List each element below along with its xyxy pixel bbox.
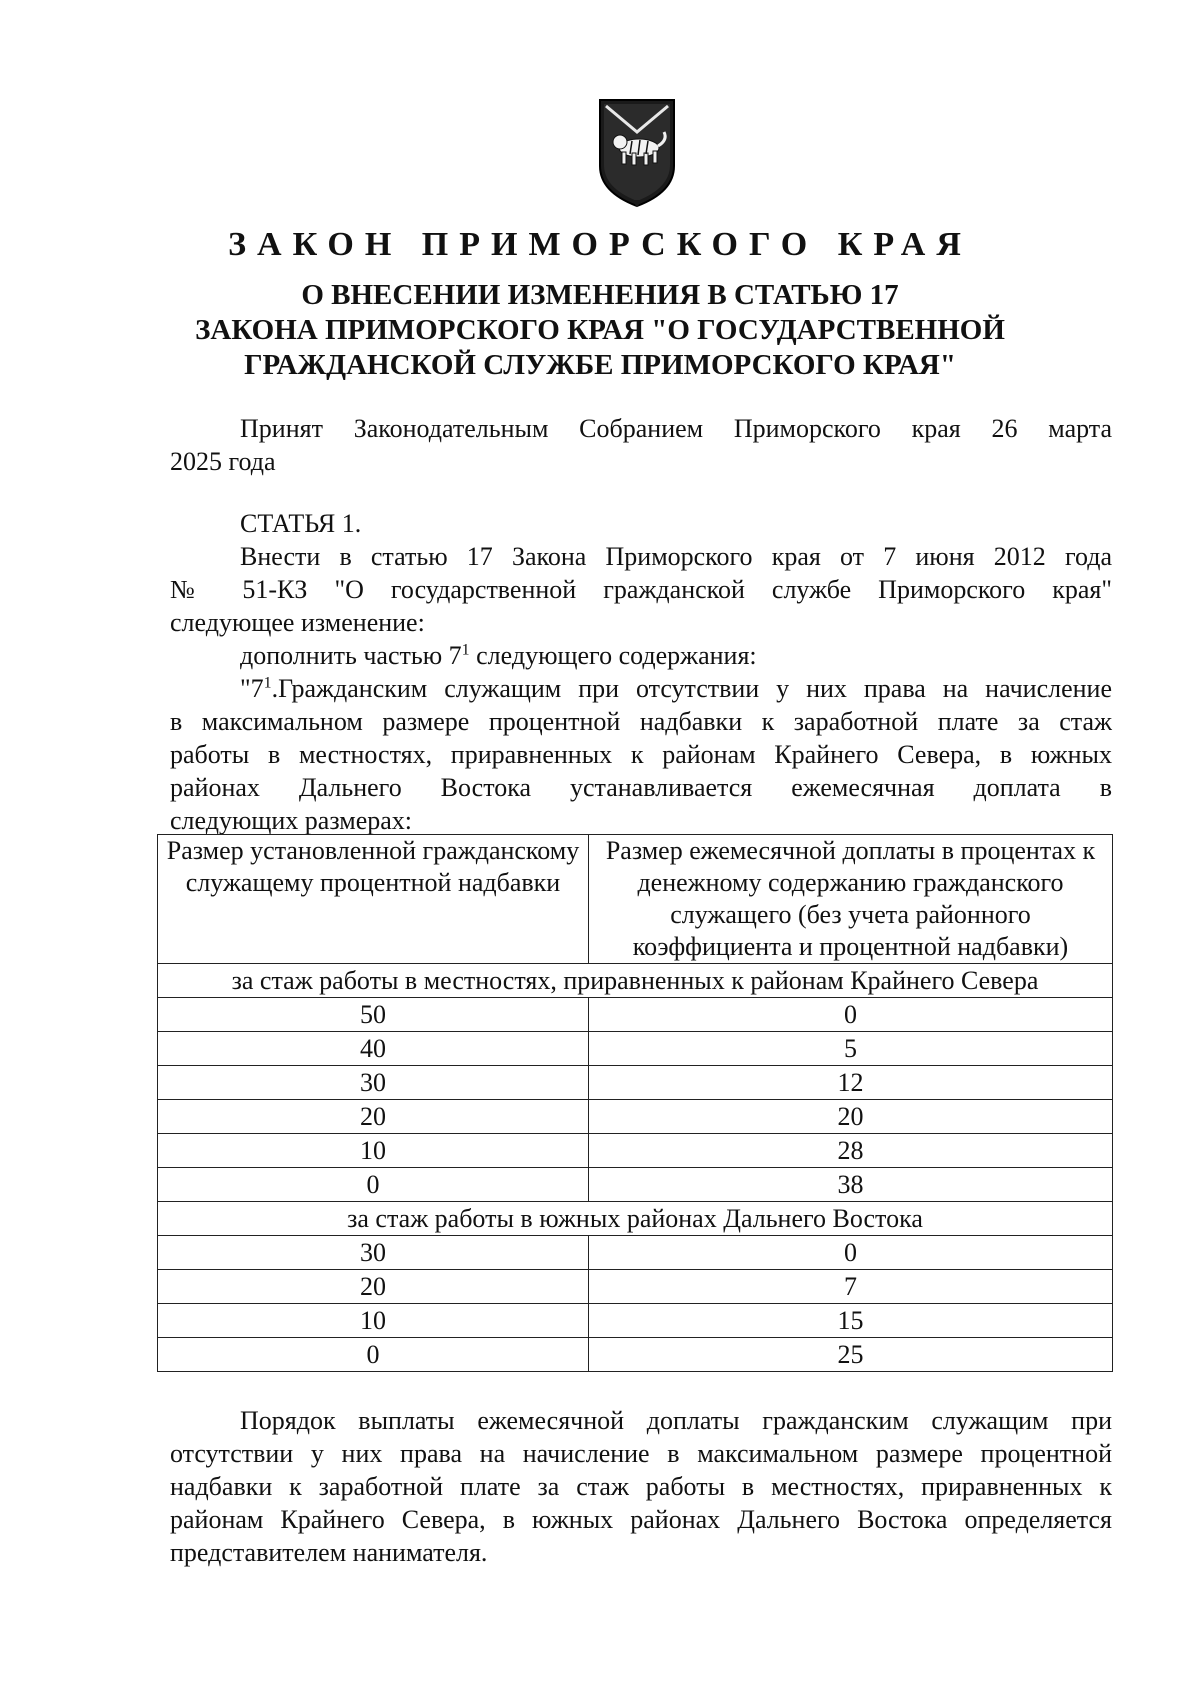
clause-line: в максимальном размере процентной надбавки к заработной плате за стаж bbox=[170, 707, 1112, 736]
law-subtitle bbox=[150, 278, 1050, 383]
clause-line: работы в местностях, приравненных к районам Крайнего Севера, в южных bbox=[170, 740, 1112, 769]
allowance-table bbox=[157, 834, 1113, 1372]
table-cell: 28 bbox=[589, 1134, 1113, 1168]
table-cell: 40 bbox=[158, 1032, 589, 1066]
table-header-col2: Размер ежемесячной доплаты в процентах к денежному содержанию гражданского служащего (без учета районного коэффициента и процентной надбавки) bbox=[589, 835, 1113, 964]
table-cell: 20 bbox=[158, 1100, 589, 1134]
adoption-line: Принят Законодательным Собранием Приморского края 26 марта bbox=[240, 414, 1112, 443]
table-cell: 50 bbox=[158, 998, 589, 1032]
table-row bbox=[158, 1100, 1113, 1134]
table-header-row bbox=[158, 835, 1113, 964]
table-cell: 5 bbox=[589, 1032, 1113, 1066]
table-row bbox=[158, 998, 1113, 1032]
supplement-text-end: следующего содержания: bbox=[469, 641, 757, 670]
clause-line bbox=[170, 672, 1112, 705]
clause-text: .Гражданским служащим при отсутствии у них права на начисление bbox=[271, 674, 1112, 703]
clause-line: районах Дальнего Востока устанавливается ежемесячная доплата в bbox=[170, 773, 1112, 802]
amend-line: № 51-КЗ "О государственной гражданской службе Приморского края" bbox=[170, 575, 1112, 604]
table-section-row bbox=[158, 964, 1113, 998]
closing-line: отсутствии у них права на начисление в максимальном размере процентной bbox=[170, 1439, 1112, 1468]
adoption-date: 2025 года bbox=[170, 447, 276, 476]
supplement-text: дополнить частью 7 bbox=[240, 641, 462, 670]
table-row bbox=[158, 1304, 1113, 1338]
closing-line: представителем нанимателя. bbox=[170, 1538, 488, 1567]
subtitle-line: О ВНЕСЕНИИ ИЗМЕНЕНИЯ В СТАТЬЮ 17 bbox=[301, 279, 899, 311]
table-cell: 0 bbox=[589, 998, 1113, 1032]
table-cell: 20 bbox=[589, 1100, 1113, 1134]
section-north-heading: за стаж работы в местностях, приравненных к районам Крайнего Севера bbox=[158, 964, 1113, 998]
clause-line: следующих размерах: bbox=[170, 806, 412, 835]
table-row bbox=[158, 1270, 1113, 1304]
closing-line: Порядок выплаты ежемесячной доплаты гражданским служащим при bbox=[240, 1406, 1112, 1435]
table-row bbox=[158, 1338, 1113, 1372]
amend-line: Внести в статью 17 Закона Приморского края от 7 июня 2012 года bbox=[240, 542, 1112, 571]
law-title: ЗАКОН ПРИМОРСКОГО КРАЯ bbox=[228, 226, 972, 263]
subtitle-line: ГРАЖДАНСКОЙ СЛУЖБЕ ПРИМОРСКОГО КРАЯ" bbox=[244, 349, 956, 381]
table-cell: 0 bbox=[589, 1236, 1113, 1270]
table-cell: 30 bbox=[158, 1236, 589, 1270]
table-header-col1: Размер установленной гражданскому служащему процентной надбавки bbox=[158, 835, 589, 964]
clause-superscript: 1 bbox=[263, 674, 272, 692]
clause-number: "7 bbox=[240, 674, 264, 703]
table-cell: 0 bbox=[158, 1168, 589, 1202]
table-cell: 12 bbox=[589, 1066, 1113, 1100]
table-row bbox=[158, 1168, 1113, 1202]
table-row bbox=[158, 1134, 1113, 1168]
section-south-heading: за стаж работы в южных районах Дальнего Востока bbox=[158, 1202, 1113, 1236]
subtitle-line: ЗАКОНА ПРИМОРСКОГО КРАЯ "О ГОСУДАРСТВЕННОЙ bbox=[195, 314, 1005, 346]
table-cell: 30 bbox=[158, 1066, 589, 1100]
coat-of-arms-icon bbox=[592, 96, 682, 208]
table-cell: 10 bbox=[158, 1134, 589, 1168]
closing-line: надбавки к заработной плате за стаж работы в местностях, приравненных к bbox=[170, 1472, 1112, 1501]
table-row bbox=[158, 1236, 1113, 1270]
amend-line: следующее изменение: bbox=[170, 608, 425, 637]
table-cell: 15 bbox=[589, 1304, 1113, 1338]
table-cell: 10 bbox=[158, 1304, 589, 1338]
table-cell: 20 bbox=[158, 1270, 589, 1304]
table-cell: 25 bbox=[589, 1338, 1113, 1372]
supplement-line bbox=[170, 639, 1112, 672]
table-cell: 7 bbox=[589, 1270, 1113, 1304]
table-cell: 0 bbox=[158, 1338, 589, 1372]
article-heading: СТАТЬЯ 1. bbox=[240, 509, 362, 538]
table-cell: 38 bbox=[589, 1168, 1113, 1202]
closing-line: районам Крайнего Севера, в южных районах Дальнего Востока определяется bbox=[170, 1505, 1112, 1534]
table-row bbox=[158, 1066, 1113, 1100]
supplement-superscript: 1 bbox=[461, 641, 470, 659]
table-row bbox=[158, 1032, 1113, 1066]
table-section-row bbox=[158, 1202, 1113, 1236]
